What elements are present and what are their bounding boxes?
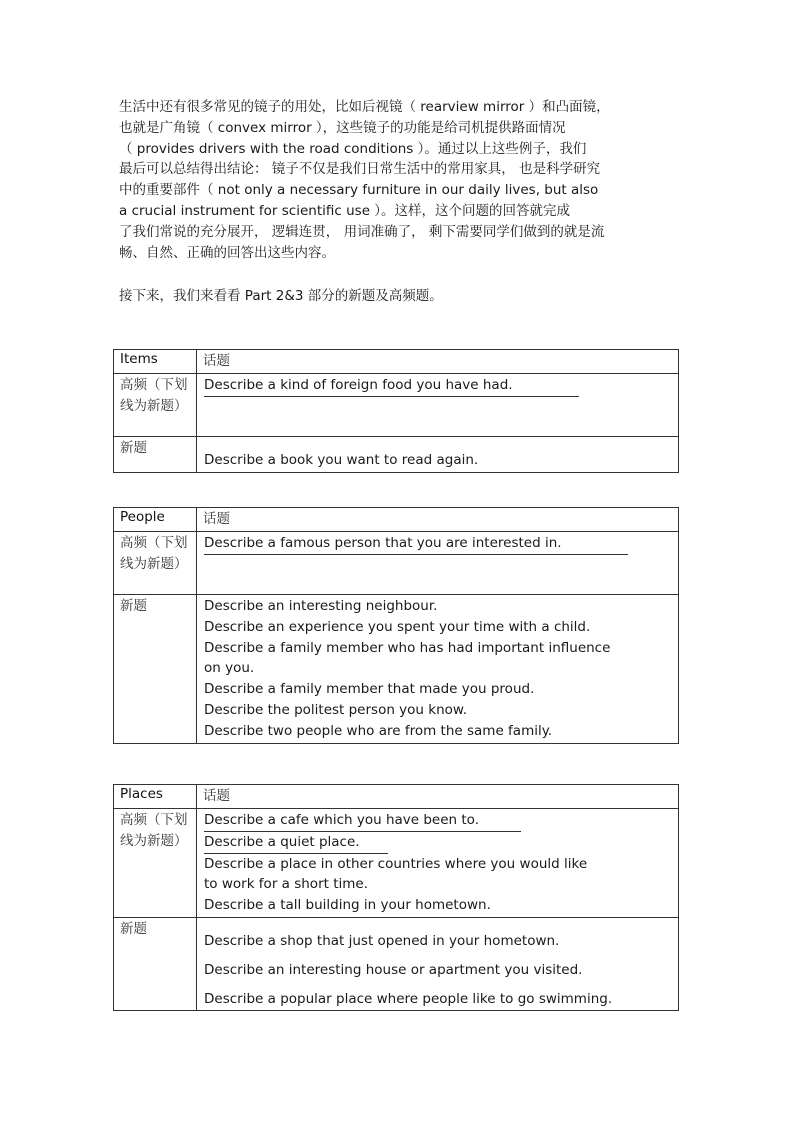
topic-item: Describe a family member that made you proud. — [204, 681, 535, 698]
lead-text: 接下来，我们来看看 Part 2&3 部分的新题及高频题。 — [119, 288, 443, 304]
topic-item: Describe a place in other countries where you would like to work for a short time. — [204, 855, 588, 893]
high-frequency-label: 高频（下划线为新题） — [114, 809, 197, 918]
topic-item: Describe a shop that just opened in your hometown. — [204, 932, 560, 949]
category-header: Places — [114, 785, 197, 809]
high-frequency-topics — [197, 532, 679, 595]
topic-header: 话题 — [197, 785, 679, 809]
topic-item: Describe two people who are from the same family. — [204, 722, 553, 739]
new-topics — [197, 595, 679, 744]
topic-item — [204, 375, 672, 397]
topic-item: Describe a popular place where people like to go swimming. — [204, 990, 613, 1007]
items-topic-table — [113, 349, 679, 473]
category-header: People — [114, 508, 197, 532]
high-frequency-topics — [197, 374, 679, 437]
places-topic-table — [113, 784, 679, 1011]
section-lead — [119, 286, 679, 307]
topic-item: Describe an interesting neighbour. — [204, 598, 438, 614]
topic-item: Describe an interesting house or apartment you visited. — [204, 961, 583, 978]
topic-item — [204, 832, 672, 854]
topic-item — [204, 533, 672, 555]
new-topics — [197, 917, 679, 1010]
topic-text: Describe a quiet place. — [204, 832, 388, 854]
topic-header: 话题 — [197, 350, 679, 374]
intro-line: （ provides drivers with the road conditions ）。通过以上这些例子，我们 — [119, 140, 587, 157]
intro-line: 了我们常说的充分展开， 逻辑连贯， 用词准确了， 剩下需要同学们做到的就是流 — [119, 223, 605, 240]
high-frequency-topics — [197, 809, 679, 918]
intro-line: 生活中还有很多常见的镜子的用处，比如后视镜（ rearview mirror ）和凸面镜， — [119, 99, 610, 115]
intro-paragraph — [119, 97, 679, 263]
intro-line: 中的重要部件（ not only a necessary furniture in our daily lives, but also — [119, 182, 599, 199]
topic-text: Describe a famous person that you are interested in. — [204, 533, 628, 555]
intro-line: 最后可以总结得出结论： 镜子不仅是我们日常生活中的常用家具， 也是科学研究 — [119, 161, 601, 178]
topic-item: Describe an experience you spent your time with a child. — [204, 618, 591, 635]
category-header: Items — [114, 350, 197, 374]
new-topics — [197, 437, 679, 473]
topic-text: Describe a cafe which you have been to. — [204, 810, 521, 832]
high-frequency-label: 高频（下划线为新题） — [114, 532, 197, 595]
new-topics-label: 新题 — [114, 917, 197, 1010]
topic-item: Describe a family member who has had important influence on you. — [204, 639, 611, 677]
topic-item: Describe a book you want to read again. — [204, 452, 479, 468]
high-frequency-label: 高频（下划线为新题） — [114, 374, 197, 437]
topic-item: Describe a tall building in your hometown. — [204, 897, 491, 914]
intro-line: 也就是广角镜（ convex mirror ），这些镜子的功能是给司机提供路面情况 — [119, 119, 566, 136]
intro-line: a crucial instrument for scientific use ）。这样，这个问题的回答就完成 — [119, 202, 571, 219]
people-topic-table — [113, 507, 679, 744]
topic-text: Describe a kind of foreign food you have had. — [204, 375, 579, 397]
new-topics-label: 新题 — [114, 595, 197, 744]
new-topics-label: 新题 — [114, 437, 197, 473]
topic-item: Describe the politest person you know. — [204, 701, 468, 718]
topic-item — [204, 810, 672, 832]
intro-line: 畅、自然、正确的回答出这些内容。 — [119, 244, 335, 261]
topic-header: 话题 — [197, 508, 679, 532]
